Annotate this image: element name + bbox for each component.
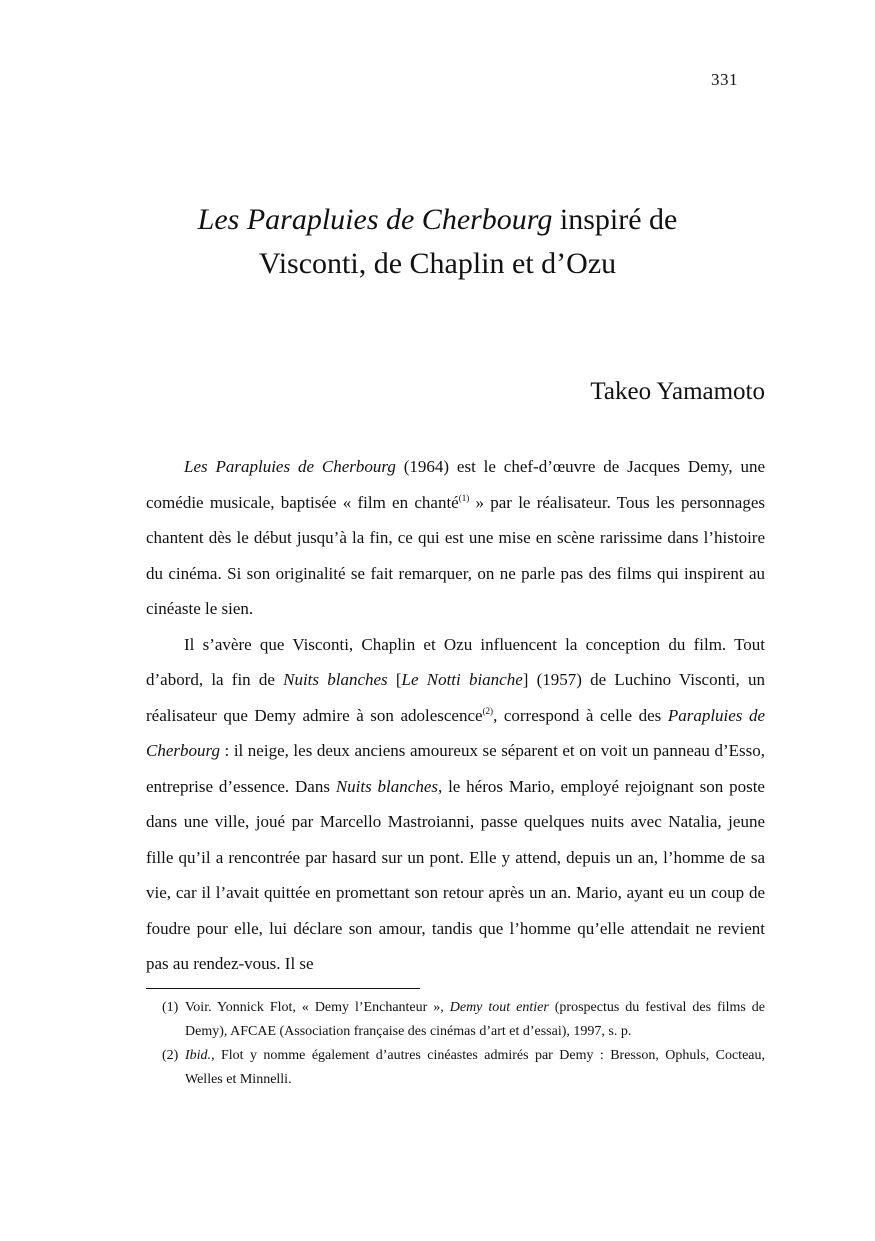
footnote-ref-2[interactable]: (2) xyxy=(482,705,494,716)
text-run: , correspond à celle des xyxy=(493,705,668,725)
film-title: Parapluies de Cherbourg xyxy=(146,705,765,760)
title-italic: Les Parapluies de Cherbourg xyxy=(197,203,553,236)
text-run: , le héros Mario, employé rejoignant son poste dans une ville, joué par Marcello Mastroianni, passe quelques nuits avec Natalia, jeune fille qu’il a rencontrée par hasard sur un pont. Elle y attend, depuis un an, l’homme de sa vie, car il l’avait quittée en promettant son retour après un an. Mario, ayant eu un coup de foudre pour elle, lui déclare son amour, tandis que l’homme qu’elle attendait ne revient pas au rendez-vous. Il se xyxy=(146,776,765,973)
footnotes xyxy=(146,996,765,1092)
film-title: Les Parapluies de Cherbourg xyxy=(184,457,396,476)
footnote-1 xyxy=(146,996,765,1044)
title-line-2: Visconti, de Chaplin et d’Ozu xyxy=(258,247,617,280)
text-run: (prospectus du festival des films de Demy), AFCAE (Association française des cinémas d’art et d’essai), 1997, s. p. xyxy=(185,1000,765,1039)
text-run: : il neige, les deux anciens amoureux se séparent et on voit un panneau d’Esso, entreprise d’essence. Dans xyxy=(146,741,765,796)
footnote-2 xyxy=(146,1044,765,1092)
text-run: ] (1957) de Luchino Visconti, un réalisateur que Demy admire à son adolescence xyxy=(146,670,765,725)
film-title: Nuits blanches xyxy=(283,670,388,689)
footnote-text xyxy=(185,996,765,1044)
film-title: Nuits blanches xyxy=(335,776,438,796)
article-body xyxy=(146,449,765,982)
title-line-1 xyxy=(110,198,765,242)
footnote-text xyxy=(185,1044,765,1092)
book-title: Demy tout entier xyxy=(449,1000,549,1015)
text-run: [ xyxy=(387,670,402,689)
footnote-number: (1) xyxy=(162,1000,179,1015)
text-run: , Flot y nomme également d’autres cinéastes admirés par Demy : Bresson, Ophuls, Cocteau, Welles et Minnelli. xyxy=(185,1048,765,1087)
article-title xyxy=(110,198,765,286)
title-rest: inspiré de xyxy=(552,203,678,236)
ibid-term: Ibid. xyxy=(185,1048,212,1063)
paragraph-2 xyxy=(146,627,765,982)
author-name: Takeo Yamamoto xyxy=(590,378,765,405)
film-title: Le Notti bianche xyxy=(401,670,523,689)
text-run: Voir. Yonnick Flot, « Demy l’Enchanteur », xyxy=(185,1000,450,1015)
footnote-number: (2) xyxy=(162,1048,179,1063)
text-run: » par le réalisateur. Tous les personnages chantent dès le début jusqu’à la fin, ce qui est une mise en scène rarissime dans l’histoire du cinéma. Si son originalité se fait remarquer, on ne parle pas des films qui inspirent au cinéaste le sien. xyxy=(146,492,765,618)
footnote-ref-1[interactable]: (1) xyxy=(458,492,470,503)
paragraph-1 xyxy=(146,449,765,627)
text-run: (1964) est le chef-d’œuvre de Jacques Demy, une comédie musicale, baptisée « film en chanté xyxy=(146,457,765,512)
page-number: 331 xyxy=(711,70,738,89)
footnote-divider xyxy=(146,988,420,989)
text-run: Il s’avère que Visconti, Chaplin et Ozu influencent la conception du film. Tout d’abord, la fin de xyxy=(146,634,765,689)
